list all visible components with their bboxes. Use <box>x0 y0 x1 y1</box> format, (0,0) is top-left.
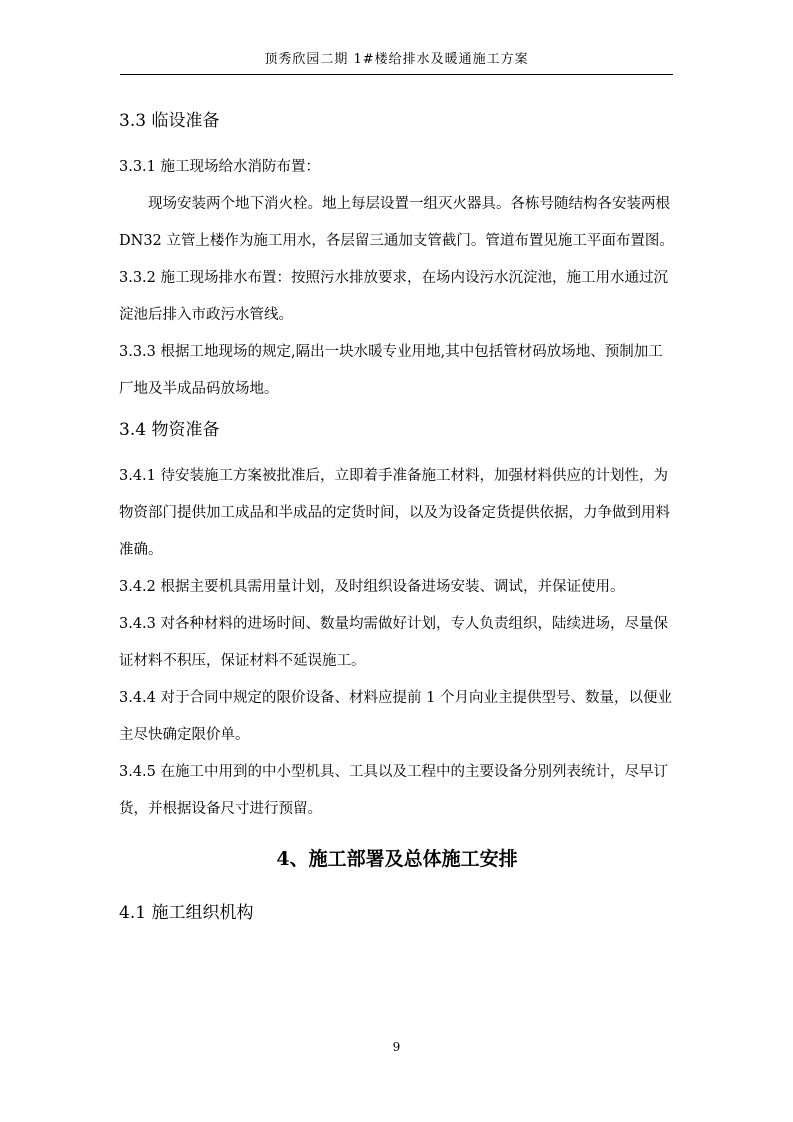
paragraph-3-4-4: 3.4.4 对于合同中规定的限价设备、材料应提前 1 个月向业主提供型号、数量，以便业主尽快确定限价单。 <box>119 690 672 743</box>
paragraph-3-4-1: 3.4.1 待安装施工方案被批准后，立即着手准备施工材料，加强材料供应的计划性，为物资部门提供加工成品和半成品的定货时间，以及为设备定货提供依据，力争做到用料准确。 <box>119 468 670 558</box>
section-heading-4-1: 4.1 施工组织机构 <box>119 903 254 923</box>
page-number: 9 <box>392 1040 401 1054</box>
paragraph-3-3-2: 3.3.2 施工现场排水布置：按照污水排放要求，在场内设污水沉淀池，施工用水通过沉淀池后排入市政污水管线。 <box>119 270 669 323</box>
page-header-title: 顶秀欣园二期 1#楼给排水及暖通施工方案 <box>264 52 529 67</box>
paragraph-3-4-5: 3.4.5 在施工中用到的中小型机具、工具以及工程中的主要设备分别列表统计，尽早订货，并根据设备尺寸进行预留。 <box>119 764 669 817</box>
section-heading-3-4: 3.4 物资准备 <box>119 420 220 440</box>
section-heading-3-3: 3.3 临设准备 <box>119 111 220 131</box>
header-divider <box>120 74 673 75</box>
paragraph-3-3-1-title: 3.3.1 施工现场给水消防布置： <box>119 159 321 175</box>
paragraph-3-3-1-body: 现场安装两个地下消火栓。地上每层设置一组灭火器具。各栋号随结构各安装两根 DN32 立管上楼作为施工用水，各层留三通加支管截门。管道布置见施工平面布置图。 <box>119 196 674 249</box>
paragraph-3-3-3: 3.3.3 根据工地现场的规定,隔出一块水暖专业用地,其中包括管材码放场地、预制加工厂地及半成品码放场地。 <box>119 344 663 397</box>
paragraph-3-4-2: 3.4.2 根据主要机具需用量计划，及时组织设备进场安装、调试，并保证使用。 <box>119 579 625 595</box>
document-body <box>119 105 675 928</box>
chapter-heading-4: 4、施工部署及总体施工安排 <box>276 848 518 870</box>
paragraph-3-4-3: 3.4.3 对各种材料的进场时间、数量均需做好计划，专人负责组织，陆续进场，尽量保证材料不积压，保证材料不延误施工。 <box>119 616 669 669</box>
